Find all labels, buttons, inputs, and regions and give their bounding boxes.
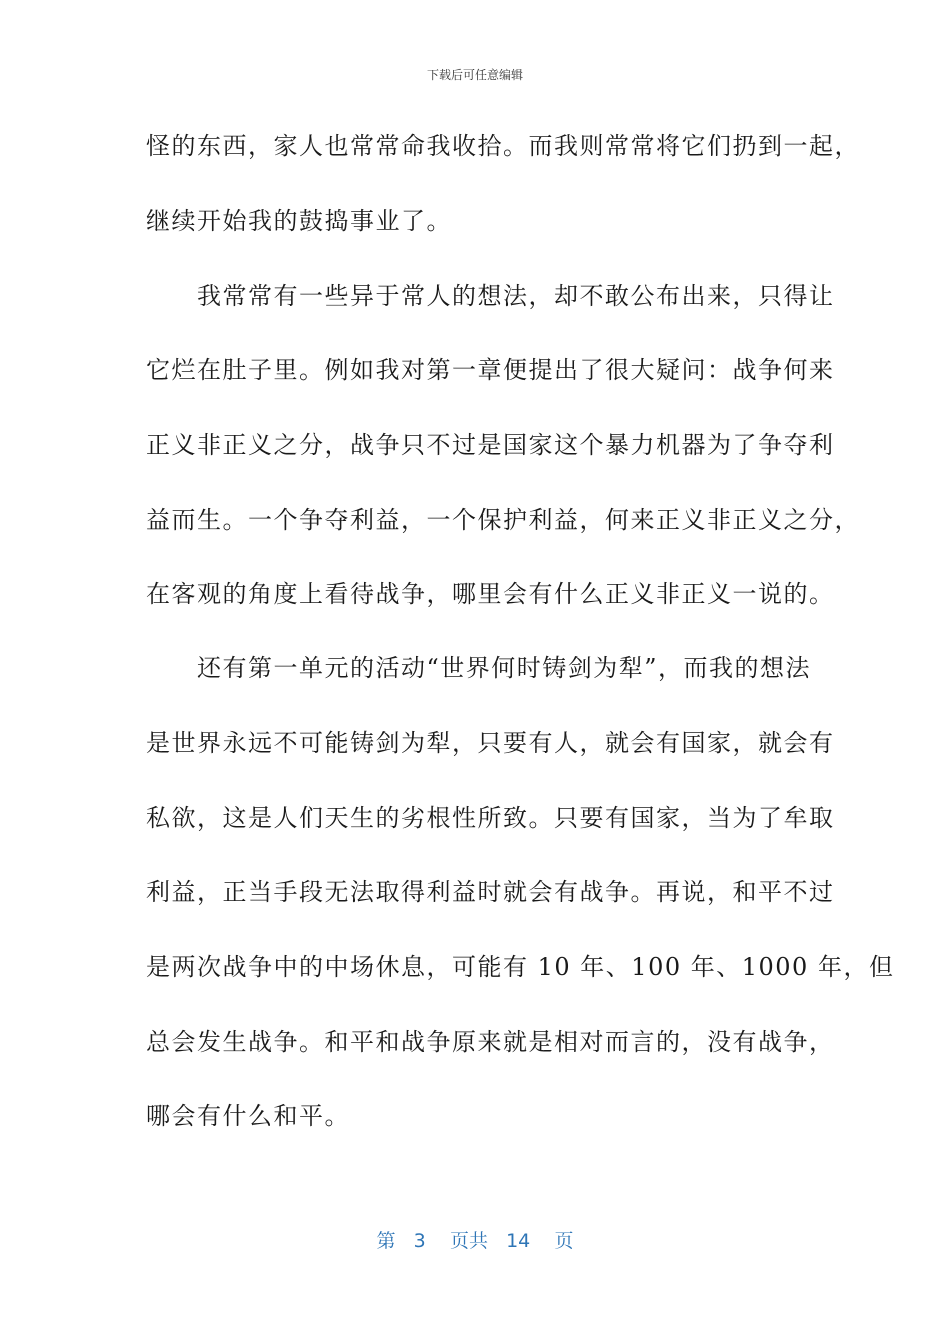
- body-line: 正义非正义之分，战争只不过是国家这个暴力机器为了争夺利: [146, 431, 835, 459]
- footer-suffix: 页: [554, 1230, 574, 1252]
- body-line: 怪的东西，家人也常常命我收拾。而我则常常将它们扔到一起，: [146, 132, 860, 160]
- body-line: 益而生。一个争夺利益，一个保护利益，何来正义非正义之分，: [146, 506, 860, 534]
- page-header: 下载后可任意编辑: [426, 68, 523, 82]
- body-line: 是世界永远不可能铸剑为犁，只要有人，就会有国家，就会有: [146, 729, 835, 757]
- body-line: 利益，正当手段无法取得利益时就会有战争。再说，和平不过: [146, 878, 835, 906]
- body-line: 继续开始我的鼓捣事业了。: [146, 207, 452, 235]
- footer-prefix: 第: [376, 1230, 396, 1252]
- body-line: 是两次战争中的中场休息，可能有 10 年、100 年、1000 年，但: [146, 953, 895, 981]
- body-line: 私欲，这是人们天生的劣根性所致。只要有国家，当为了牟取: [146, 804, 835, 832]
- page-footer: [0, 1226, 950, 1253]
- footer-middle: 页共: [449, 1230, 488, 1252]
- body-line: 还有第一单元的活动“世界何时铸剑为犁”，而我的想法: [146, 654, 812, 682]
- body-line: 它烂在肚子里。例如我对第一章便提出了很大疑问：战争何来: [146, 356, 835, 384]
- body-line: 在客观的角度上看待战争，哪里会有什么正义非正义一说的。: [146, 580, 835, 608]
- current-page-number: 3: [413, 1230, 426, 1252]
- body-line: 哪会有什么和平。: [146, 1102, 350, 1130]
- total-pages-number: 14: [506, 1230, 531, 1252]
- body-line: 总会发生战争。和平和战争原来就是相对而言的，没有战争，: [146, 1028, 835, 1056]
- body-line: 我常常有一些异于常人的想法，却不敢公布出来，只得让: [146, 282, 835, 310]
